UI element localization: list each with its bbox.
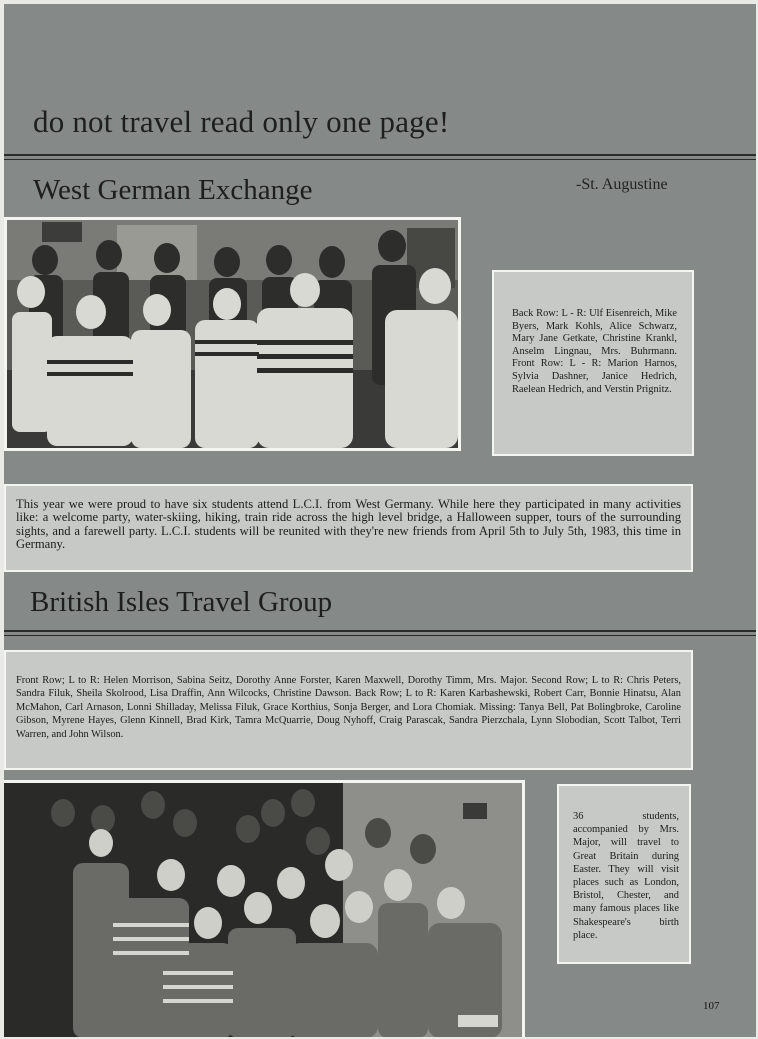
west-german-body-box — [4, 484, 693, 572]
double-rule-bottom — [4, 159, 756, 160]
british-isles-caption-box — [4, 650, 693, 770]
west-german-exchange-photo — [4, 217, 461, 451]
group-photo-image — [7, 220, 458, 448]
british-isles-side-box — [557, 784, 691, 964]
double-rule-2-top — [4, 630, 756, 632]
section-title-british-isles: British Isles Travel Group — [30, 586, 333, 618]
british-isles-side-text: 36 students, accompanied by Mrs. Major, will travel to Great Britain during Easter. They will visit places such as London, Bristol, Chester, and many famous places like Shakespeare's birth place. — [573, 811, 679, 941]
yearbook-page — [4, 4, 756, 1037]
section-title-west-german-exchange: West German Exchange — [33, 174, 313, 206]
group-photo-image-2 — [4, 783, 522, 1037]
quote-text: do not travel read only one page! — [33, 104, 450, 139]
double-rule-top — [4, 154, 756, 156]
double-rule-2-bottom — [4, 635, 756, 636]
british-isles-photo — [4, 780, 525, 1037]
british-isles-photo-caption: Front Row; L to R: Helen Morrison, Sabina Seitz, Dorothy Anne Forster, Karen Maxwell, Dorothy Timm, Mrs. Major. Second Row; L to R: Chris Peters, Sandra Filuk, Sheila Skolrood, Lisa Draffin, Ann Wilcocks, Christine Dawson. Back Row; L to R: Karen Karbashewski, Robert Carr, Bonnie Hinatsu, Alan McMahon, Carl Arnason, Lonni Shilladay, Melissa Filuk, Grace Korthius, Sonja Berger, and Lora Chomiak. Missing: Tanya Bell, Pat Bolingbroke, Caroline Gibson, Myrene Hayes, Glenn Kinnell, Brad Kirk, Tamra McQuarrie, Doug Nyhoff, Craig Parascak, Sandra Pierzchala, Lynn Slobodian, Scott Talbot, Terri Warren, and John Wilson. — [16, 675, 681, 740]
west-german-photo-caption: Back Row: L - R: Ulf Eisenreich, Mike Byers, Mark Kohls, Alice Schwarz, Mary Jane Getkate, Christine Krankl, Anselm Lingnau, Mrs. Buhrmann. Front Row: L - R: Marion Harnos, Sylvia Dashner, Janice Hedrich, Raelean Hedrich, and Verstin Prignitz. — [512, 308, 677, 395]
quote-attribution: -St. Augustine — [576, 176, 668, 193]
west-german-photo-caption-box — [492, 270, 694, 456]
west-german-body-text: This year we were proud to have six students attend L.C.I. from West Germany. While here they participated in many activities like: a welcome party, water-skiing, hiking, train ride across the high level bridge, a Halloween supper, tours of the surrounding sights, and a farewell party. L.C.I. students will be reunited with they're new friends from April 5th to July 5th, 1983, this time in Germany. — [16, 497, 681, 552]
page-number: 107 — [703, 1000, 720, 1012]
